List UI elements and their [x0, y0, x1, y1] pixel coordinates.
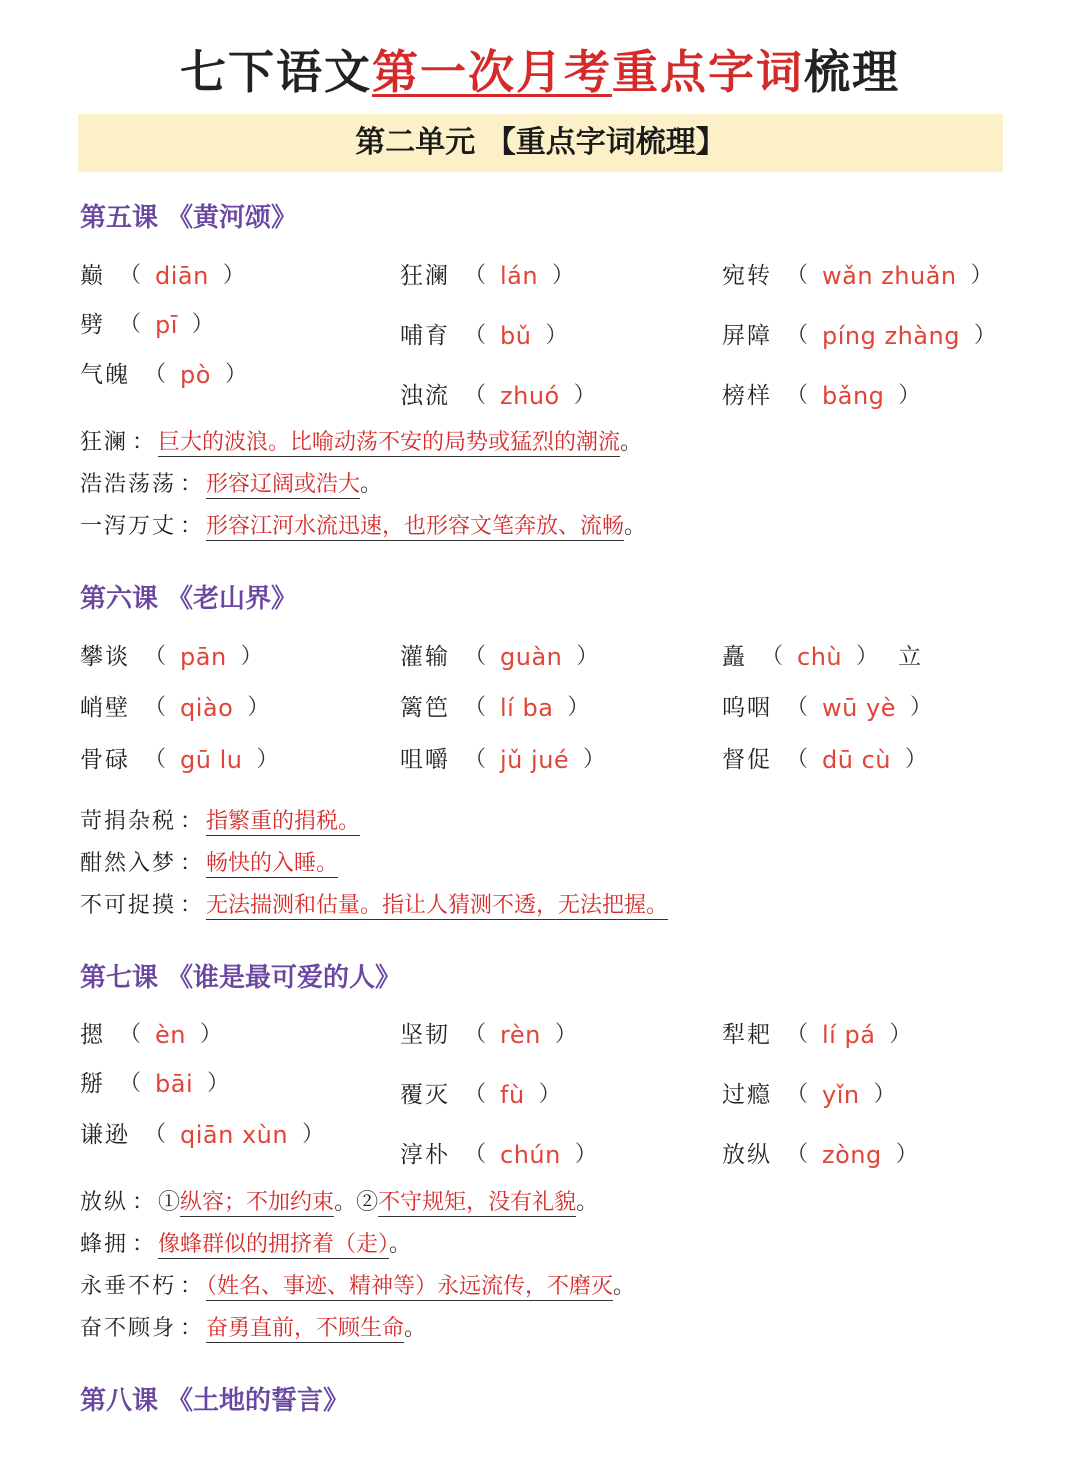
- vocab-word: 气魄: [80, 362, 130, 388]
- title-part-3: 重点字词: [612, 45, 804, 99]
- definition-row: [80, 1230, 411, 1260]
- close-paren: ）: [552, 263, 575, 288]
- definition-end: 。: [620, 430, 643, 455]
- vocab-entry: [722, 1140, 932, 1170]
- close-paren: ）: [909, 695, 932, 720]
- definition-separator: 。: [334, 1190, 357, 1215]
- open-paren: （: [464, 263, 487, 288]
- open-paren: （: [464, 323, 487, 348]
- open-paren: （: [119, 1071, 142, 1096]
- definition-meaning: 形容江河水流迅速，也形容文笔奔放、流畅: [206, 514, 625, 539]
- vocab-entry: [80, 1120, 338, 1150]
- vocab-entry: [80, 642, 277, 672]
- vocab-pinyin: pān: [180, 643, 227, 671]
- vocab-entry: [80, 310, 228, 340]
- vocab-entry: [722, 745, 941, 775]
- vocab-pinyin: chù: [797, 643, 843, 671]
- vocab-word: 灌输: [400, 644, 450, 670]
- open-paren: （: [464, 747, 487, 772]
- vocab-entry: [400, 321, 581, 351]
- open-paren: （: [144, 362, 167, 387]
- vocab-entry: [400, 1020, 591, 1050]
- open-paren: （: [144, 644, 167, 669]
- definition-colon: ：: [180, 809, 203, 834]
- vocab-word: 峭壁: [80, 695, 130, 721]
- page-title: [0, 36, 1080, 102]
- vocab-word: 过瘾: [722, 1082, 772, 1108]
- vocab-suffix: 立: [898, 644, 922, 670]
- definition-colon: ：: [180, 851, 203, 876]
- close-paren: ）: [538, 1082, 561, 1107]
- vocab-word: 骨碌: [80, 747, 130, 773]
- definition-term: 放纵: [80, 1190, 129, 1215]
- vocab-entry: [80, 1020, 236, 1050]
- title-part-4: 梳理: [804, 45, 900, 99]
- definition-colon: ：: [132, 1232, 155, 1257]
- definition-term: 一泻万丈: [80, 514, 177, 539]
- close-paren: ）: [191, 312, 214, 337]
- vocab-pinyin: zòng: [822, 1141, 882, 1169]
- open-paren: （: [464, 1142, 487, 1167]
- vocab-pinyin: pò: [180, 361, 211, 389]
- open-paren: （: [786, 1022, 809, 1047]
- definition-meaning: 指繁重的捐税。: [206, 809, 361, 834]
- open-paren: （: [786, 695, 809, 720]
- open-paren: （: [464, 1022, 487, 1047]
- vocab-pinyin: lán: [500, 262, 539, 290]
- definition-term: 奋不顾身: [80, 1316, 177, 1341]
- open-paren: （: [786, 1142, 809, 1167]
- vocab-entry: [400, 1080, 575, 1110]
- vocab-pinyin: guàn: [500, 643, 563, 671]
- definition-meaning: 巨大的波浪。比喻动荡不安的局势或猛烈的潮流: [158, 430, 621, 455]
- vocab-pinyin: chún: [500, 1141, 561, 1169]
- open-paren: （: [464, 1082, 487, 1107]
- vocab-word: 攀谈: [80, 644, 130, 670]
- open-paren: （: [786, 383, 809, 408]
- definition-end: 。: [360, 472, 383, 497]
- definition-colon: ：: [180, 472, 203, 497]
- vocab-pinyin: diān: [155, 262, 209, 290]
- vocab-pinyin: fù: [500, 1081, 525, 1109]
- definition-term: 苛捐杂税: [80, 809, 177, 834]
- lesson-title: 第六课 《老山界》: [80, 584, 298, 614]
- close-paren: ）: [576, 644, 599, 669]
- definition-row: [80, 891, 668, 921]
- definition-term: 永垂不朽: [80, 1274, 177, 1299]
- vocab-word: 狂澜: [400, 263, 450, 289]
- lesson-title: 第七课 《谁是最可爱的人》: [80, 963, 402, 993]
- vocab-pinyin: rèn: [500, 1021, 541, 1049]
- close-paren: ）: [207, 1071, 230, 1096]
- vocab-pinyin: lí pá: [822, 1021, 876, 1049]
- vocab-entry: [722, 1020, 925, 1050]
- vocab-word: 谦逊: [80, 1122, 130, 1148]
- vocab-pinyin: pī: [155, 311, 178, 339]
- vocab-entry: [400, 1140, 611, 1170]
- close-paren: ）: [583, 747, 606, 772]
- definition-row: [80, 470, 382, 500]
- vocab-pinyin: yǐn: [822, 1081, 860, 1109]
- close-paren: ）: [240, 644, 263, 669]
- vocab-entry: [400, 745, 619, 775]
- definition-meaning: 畅快的入睡。: [206, 851, 339, 876]
- vocab-pinyin: gū lu: [180, 746, 243, 774]
- definition-row: [80, 428, 642, 458]
- definition-colon: ：: [180, 1274, 203, 1299]
- open-paren: （: [464, 383, 487, 408]
- definition-number: ②: [356, 1190, 379, 1215]
- vocab-entry: [722, 693, 946, 723]
- vocab-word: 覆灭: [400, 1082, 450, 1108]
- open-paren: （: [786, 1082, 809, 1107]
- definition-term: 狂澜: [80, 430, 129, 455]
- definition-meaning: 奋勇直前，不顾生命: [206, 1316, 405, 1341]
- close-paren: ）: [898, 383, 921, 408]
- definition-colon: ：: [180, 1316, 203, 1341]
- vocab-entry: [722, 321, 1010, 351]
- vocab-word: 掰: [80, 1071, 105, 1097]
- definition-colon: ：: [132, 1190, 155, 1215]
- vocab-word: 屏障: [722, 323, 772, 349]
- close-paren: ）: [567, 695, 590, 720]
- definition-row: [80, 1188, 598, 1218]
- close-paren: ）: [573, 383, 596, 408]
- vocab-entry: [80, 360, 261, 390]
- definition-end: 。: [624, 514, 647, 539]
- vocab-word: 哺育: [400, 323, 450, 349]
- definition-row: [80, 849, 338, 879]
- close-paren: ）: [222, 263, 245, 288]
- vocab-word: 淳朴: [400, 1142, 450, 1168]
- definition-end: 。: [576, 1190, 599, 1215]
- close-paren: ）: [247, 695, 270, 720]
- vocab-pinyin: zhuó: [500, 382, 560, 410]
- close-paren: ）: [200, 1022, 223, 1047]
- lesson-title: 第五课 《黄河颂》: [80, 203, 298, 233]
- definition-colon: ：: [180, 514, 203, 539]
- vocab-pinyin: bǎng: [822, 382, 885, 410]
- vocab-pinyin: qiào: [180, 694, 234, 722]
- vocab-word: 摁: [80, 1022, 105, 1048]
- definition-end: 。: [389, 1232, 412, 1257]
- close-paren: ）: [554, 1022, 577, 1047]
- open-paren: （: [464, 644, 487, 669]
- close-paren: ）: [970, 263, 993, 288]
- definition-meaning: 无法揣测和估量。指让人猜测不透，无法把握。: [206, 893, 669, 918]
- vocab-entry: [400, 642, 612, 672]
- vocab-word: 浊流: [400, 383, 450, 409]
- open-paren: （: [786, 323, 809, 348]
- close-paren: ）: [574, 1142, 597, 1167]
- title-part-1: 七下语文: [180, 45, 372, 99]
- vocab-pinyin: èn: [155, 1021, 186, 1049]
- vocab-entry: [400, 261, 588, 291]
- definition-meaning: （姓名、事迹、精神等）永远流传，不磨灭: [206, 1274, 614, 1299]
- vocab-word: 咀嚼: [400, 747, 450, 773]
- definition-meaning: 像蜂群似的拥挤着（走）: [158, 1232, 390, 1257]
- vocab-entry: [400, 381, 610, 411]
- title-part-2: 第一次月考: [372, 45, 612, 99]
- close-paren: ）: [224, 362, 247, 387]
- definition-row: [80, 1314, 426, 1344]
- definition-meaning: 形容辽阔或浩大: [206, 472, 361, 497]
- definition-meaning: 不守规矩，没有礼貌: [378, 1190, 577, 1215]
- definition-term: 浩浩荡荡: [80, 472, 177, 497]
- vocab-entry: [722, 261, 1007, 291]
- definition-row: [80, 512, 646, 542]
- vocab-pinyin: jǔ jué: [500, 746, 570, 774]
- open-paren: （: [464, 695, 487, 720]
- definition-colon: ：: [180, 893, 203, 918]
- vocab-entry: [80, 693, 283, 723]
- open-paren: （: [119, 263, 142, 288]
- definition-end: 。: [404, 1316, 427, 1341]
- close-paren: ）: [873, 1082, 896, 1107]
- vocab-pinyin: píng zhàng: [822, 322, 960, 350]
- definition-meaning: 纵容；不加约束: [180, 1190, 335, 1215]
- unit-banner: 第二单元 【重点字词梳理】: [78, 114, 1003, 172]
- open-paren: （: [144, 695, 167, 720]
- vocab-entry: [400, 693, 603, 723]
- vocab-pinyin: wū yè: [822, 694, 896, 722]
- vocab-entry: [722, 642, 921, 672]
- open-paren: （: [786, 263, 809, 288]
- vocab-word: 劈: [80, 312, 105, 338]
- close-paren: ）: [895, 1142, 918, 1167]
- lesson-title: 第八课 《土地的誓言》: [80, 1386, 350, 1416]
- vocab-pinyin: bāi: [155, 1070, 194, 1098]
- vocab-entry: [722, 381, 934, 411]
- vocab-word: 放纵: [722, 1142, 772, 1168]
- close-paren: ）: [973, 323, 996, 348]
- vocab-pinyin: qiān xùn: [180, 1121, 289, 1149]
- vocab-word: 坚韧: [400, 1022, 450, 1048]
- vocab-word: 呜咽: [722, 695, 772, 721]
- definition-term: 不可捉摸: [80, 893, 177, 918]
- close-paren: ）: [302, 1122, 325, 1147]
- vocab-word: 巅: [80, 263, 105, 289]
- open-paren: （: [119, 312, 142, 337]
- definition-term: 蜂拥: [80, 1232, 129, 1257]
- vocab-pinyin: dū cù: [822, 746, 891, 774]
- open-paren: （: [761, 644, 784, 669]
- vocab-entry: [80, 745, 292, 775]
- vocab-pinyin: lí ba: [500, 694, 554, 722]
- definition-row: [80, 1272, 635, 1302]
- vocab-word: 矗: [722, 644, 747, 670]
- definition-number: ①: [158, 1190, 181, 1215]
- definition-end: 。: [613, 1274, 636, 1299]
- vocab-entry: [80, 261, 259, 291]
- vocab-word: 督促: [722, 747, 772, 773]
- vocab-word: 犁耙: [722, 1022, 772, 1048]
- definition-term: 酣然入梦: [80, 851, 177, 876]
- close-paren: ）: [256, 747, 279, 772]
- open-paren: （: [144, 1122, 167, 1147]
- definition-row: [80, 807, 360, 837]
- definition-colon: ：: [132, 430, 155, 455]
- close-paren: ）: [905, 747, 928, 772]
- open-paren: （: [786, 747, 809, 772]
- vocab-entry: [722, 1080, 910, 1110]
- open-paren: （: [144, 747, 167, 772]
- vocab-pinyin: bǔ: [500, 322, 532, 350]
- vocab-word: 篱笆: [400, 695, 450, 721]
- vocab-pinyin: wǎn zhuǎn: [822, 262, 957, 290]
- vocab-word: 榜样: [722, 383, 772, 409]
- open-paren: （: [119, 1022, 142, 1047]
- close-paren: ）: [856, 644, 879, 669]
- vocab-word: 宛转: [722, 263, 772, 289]
- vocab-entry: [80, 1069, 243, 1099]
- close-paren: ）: [545, 323, 568, 348]
- close-paren: ）: [889, 1022, 912, 1047]
